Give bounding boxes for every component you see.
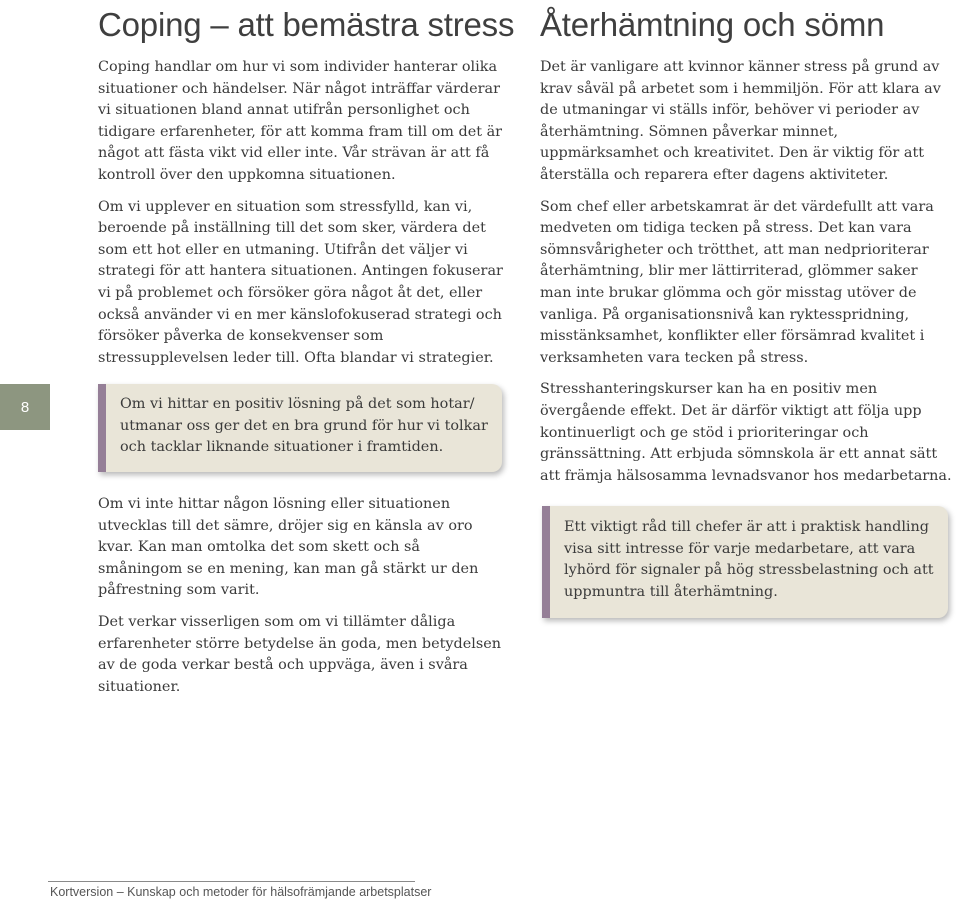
page-number: 8 xyxy=(20,398,30,416)
left-column-lower xyxy=(98,494,508,708)
left-paragraph: Om vi inte hittar någon lösning eller situationen utvecklas till det sämre, dröjer sig en känsla av oro kvar. Kan man omtolka det som skett och så småningom se en mening, kan man gå stärkt ur den påfrestning som varit. xyxy=(98,496,479,599)
left-paragraph: Coping handlar om hur vi som individer hanterar olika situationer och händelser. När något inträffar värderar vi situationen bland annat utifrån personlighet och tidigare erfarenheter, för att komma fram till om det är något att fästa vikt vid eller inte. Vår strävan är att få kontroll över den uppkomna situationen. xyxy=(98,59,503,183)
left-paragraph: Om vi upplever en situation som stressfylld, kan vi, beroende på inställning till det som sker, värdera det som ett hot eller en utmaning. Utifrån det väljer vi strategi för att hantera situationen. Antingen fokuserar vi på problemet och försöker göra något åt det, eller också använder vi en mer känslofokuserad strategi och försöker påverka de konsekvenser som stressupplevelsen leder till. Ofta blandar vi strategier. xyxy=(98,198,503,366)
left-heading: Coping – att bemästra stress xyxy=(98,6,515,43)
right-heading: Återhämtning och sömn xyxy=(540,6,885,43)
footer-text: Kortversion – Kunskap och metoder för hälsofrämjande arbetsplatser xyxy=(50,885,432,899)
left-column xyxy=(98,0,515,379)
right-callout-box xyxy=(542,506,948,618)
right-paragraph: Stresshanteringskurser kan ha en positiv men övergående effekt. Det är därför viktigt att följa upp kontinuerligt och ge stöd i prioriteringar och gränssättning. Att erbjuda sömnskola är ett annat sätt att främja hälsosamma levnadsvanor hos medarbetarna. xyxy=(540,381,952,484)
left-callout-text: Om vi hittar en positiv lösning på det som hotar/ utmanar oss ger det en bra grund för hur vi tolkar och tacklar liknande situationer i framtiden. xyxy=(120,396,488,456)
footer-divider xyxy=(48,881,415,882)
right-callout-text: Ett viktigt råd till chefer är att i praktisk handling visa sitt intresse för varje medarbetare, att vara lyhörd för signaler på hög stressbelastning och att uppmuntra till återhämtning. xyxy=(564,519,934,600)
page-number-tab xyxy=(0,384,50,430)
right-paragraph: Det är vanligare att kvinnor känner stress på grund av krav såväl på arbetet som i hemmiljön. För att klara av de utmaningar vi ställs inför, behöver vi perioder av återhämtning. Sömnen påverkar minnet, uppmärksamhet och kreativitet. Den är viktig för att återställa och reparera efter dagens aktiviteter. xyxy=(540,59,941,183)
left-callout-box xyxy=(98,384,502,472)
left-paragraph: Det verkar visserligen som om vi tillämter dåliga erfarenheter större betydelse än goda, men betydelsen av de goda verkar bestå och uppväga, även i svåra situationer. xyxy=(98,613,502,695)
right-paragraph: Som chef eller arbetskamrat är det värdefullt att vara medveten om tidiga tecken på stress. Det kan vara sömnsvårigheter och trötthet, att man nedprioriterar återhämtning, blir mer lättirriterad, glömmer saker man inte brukar glömma och gör misstag utöver de vanliga. På organisationsnivå kan ryktesspridning, misstänksamhet, konflikter eller försämrad kvalitet i verksamheten vara tecken på stress. xyxy=(540,198,934,366)
right-column xyxy=(540,0,952,497)
